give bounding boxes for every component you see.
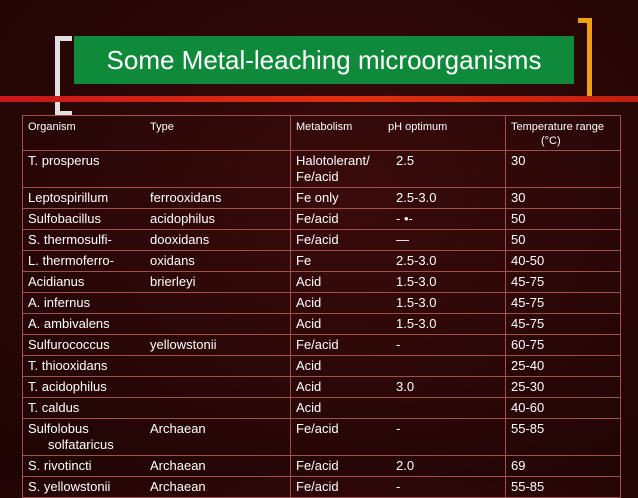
table-row — [23, 377, 621, 398]
temperature-range-value: 55-85 — [506, 477, 621, 498]
organism-type — [150, 379, 285, 395]
ph-optimum-value: 1.5-3.0 — [396, 274, 437, 289]
metabolism-value: Acid — [296, 274, 322, 289]
organism-cell — [23, 314, 291, 335]
header-organism-type — [23, 116, 291, 151]
metabolism-value: Fe/acid — [296, 232, 339, 247]
table-row — [23, 251, 621, 272]
ph-optimum-value: - — [396, 337, 401, 352]
organism-type: yellowstonii — [150, 337, 217, 352]
ph-optimum-value: 2.5-3.0 — [396, 253, 437, 268]
ph-optimum-value: - — [396, 421, 401, 436]
metabolism-value: Acid — [296, 400, 322, 415]
organism-cell — [23, 335, 291, 356]
metabolism-value: Acid — [296, 295, 322, 310]
header-metabolism-ph — [291, 116, 506, 151]
metabolism-cell — [291, 419, 506, 456]
organism-name: Sulfolobus — [28, 421, 89, 436]
organism-cell — [23, 209, 291, 230]
ph-optimum-value: 3.0 — [396, 379, 415, 394]
organism-name: T. thiooxidans — [28, 358, 108, 373]
organism-type — [150, 153, 285, 169]
table-header-row — [23, 116, 621, 151]
organism-name: Leptospirillum — [28, 190, 109, 205]
organism-cell — [23, 398, 291, 419]
organism-name: Sulfobacillus — [28, 211, 101, 226]
metabolism-cell — [291, 209, 506, 230]
temperature-range-value: 25-40 — [506, 356, 621, 377]
metabolism-value-continued: Fe/acid — [296, 169, 339, 184]
temperature-range-value: 30 — [506, 188, 621, 209]
metabolism-cell — [291, 151, 506, 188]
metabolism-cell — [291, 314, 506, 335]
metabolism-value: Fe/acid — [296, 458, 339, 473]
organism-cell — [23, 151, 291, 188]
ph-optimum-value: 2.0 — [396, 458, 415, 473]
organism-name-continued: solfataricus — [48, 437, 114, 452]
organism-name: A. infernus — [28, 295, 91, 310]
metabolism-value: Fe — [296, 253, 312, 268]
organism-type: brierleyi — [150, 274, 196, 289]
metabolism-cell — [291, 335, 506, 356]
organism-name: S. rivotincti — [28, 458, 92, 473]
ph-optimum-value — [396, 358, 500, 374]
organism-type — [150, 400, 285, 416]
ph-optimum-value: 1.5-3.0 — [396, 316, 437, 331]
metabolism-cell — [291, 377, 506, 398]
organism-type: Archaean — [150, 421, 206, 436]
table-row — [23, 356, 621, 377]
metabolism-cell — [291, 230, 506, 251]
right-bracket-decoration — [578, 18, 592, 101]
metabolism-value: Fe/acid — [296, 211, 339, 226]
metabolism-cell — [291, 293, 506, 314]
ph-optimum-value: - •- — [396, 211, 413, 226]
organism-name: Acidianus — [28, 274, 85, 289]
metabolism-cell — [291, 272, 506, 293]
metabolism-cell — [291, 251, 506, 272]
organism-cell — [23, 251, 291, 272]
page-title: Some Metal-leaching microorganisms — [106, 44, 542, 75]
organism-cell — [23, 377, 291, 398]
metabolism-value: Acid — [296, 316, 322, 331]
temperature-range-value: 55-85 — [506, 419, 621, 456]
organism-cell — [23, 188, 291, 209]
temperature-range-value: 40-50 — [506, 251, 621, 272]
ph-optimum-value: - — [396, 479, 401, 494]
metabolism-value: Fe/acid — [296, 337, 339, 352]
header-temp-line1: Temperature range — [511, 121, 604, 133]
organism-name: T. caldus — [28, 400, 80, 415]
ph-optimum-value: — — [396, 232, 409, 247]
header-temperature — [506, 116, 621, 151]
organism-name: S. yellowstonii — [28, 479, 111, 494]
organism-name: Sulfurococcus — [28, 337, 110, 352]
organism-cell — [23, 419, 291, 456]
organism-type — [150, 316, 285, 332]
temperature-range-value: 25-30 — [506, 377, 621, 398]
table-row — [23, 272, 621, 293]
organism-type: dooxidans — [150, 232, 210, 247]
table-row — [23, 188, 621, 209]
title-banner — [74, 36, 574, 84]
table-row — [23, 293, 621, 314]
temperature-range-value: 50 — [506, 209, 621, 230]
ph-optimum-value: 1.5-3.0 — [396, 295, 437, 310]
ph-optimum-value: 2.5-3.0 — [396, 190, 437, 205]
organism-type: Archaean — [150, 479, 206, 494]
organism-cell — [23, 272, 291, 293]
table-row — [23, 456, 621, 477]
table-row — [23, 209, 621, 230]
ph-optimum-value: 2.5 — [396, 153, 415, 168]
organism-cell — [23, 293, 291, 314]
temperature-range-value: 69 — [506, 456, 621, 477]
table-row — [23, 419, 621, 456]
header-temp-line2: (°C) — [541, 135, 561, 147]
table-row — [23, 335, 621, 356]
ph-optimum-value — [396, 400, 500, 416]
metabolism-value: Fe only — [296, 190, 339, 205]
temperature-range-value: 45-75 — [506, 272, 621, 293]
metabolism-cell — [291, 356, 506, 377]
temperature-range-value: 60-75 — [506, 335, 621, 356]
temperature-range-value: 45-75 — [506, 293, 621, 314]
metabolism-cell — [291, 477, 506, 498]
table-row — [23, 398, 621, 419]
temperature-range-value: 50 — [506, 230, 621, 251]
table-row — [23, 151, 621, 188]
metabolism-value: Acid — [296, 358, 322, 373]
organism-name: A. ambivalens — [28, 316, 110, 331]
metabolism-cell — [291, 188, 506, 209]
organism-cell — [23, 356, 291, 377]
metabolism-value: Fe/acid — [296, 421, 339, 436]
organism-cell — [23, 477, 291, 498]
metabolism-cell — [291, 456, 506, 477]
organism-name: S. thermosulfi- — [28, 232, 112, 247]
table-row — [23, 230, 621, 251]
temperature-range-value: 40-60 — [506, 398, 621, 419]
organism-type: Archaean — [150, 458, 206, 473]
organism-name: T. acidophilus — [28, 379, 107, 394]
header-ph: pH optimum — [388, 121, 448, 133]
temperature-range-value: 30 — [506, 151, 621, 188]
header-organism: Organism — [28, 121, 76, 133]
temperature-range-value: 45-75 — [506, 314, 621, 335]
organism-type: acidophilus — [150, 211, 216, 226]
metabolism-value: Fe/acid — [296, 479, 339, 494]
organism-name: T. prosperus — [28, 153, 100, 168]
organism-type: ferrooxidans — [150, 190, 222, 205]
metabolism-value: Halotolerant/ — [296, 153, 370, 168]
organism-cell — [23, 230, 291, 251]
organism-type: oxidans — [150, 253, 195, 268]
table-row — [23, 477, 621, 498]
microorganism-table — [22, 115, 621, 498]
header-type: Type — [150, 121, 174, 133]
metabolism-value: Acid — [296, 379, 322, 394]
header-metabolism: Metabolism — [296, 121, 353, 133]
organism-type — [150, 358, 285, 374]
left-bracket-decoration — [55, 36, 72, 116]
table-row — [23, 314, 621, 335]
organism-type — [150, 295, 285, 311]
metabolism-cell — [291, 398, 506, 419]
red-divider-bar — [0, 96, 638, 102]
organism-name: L. thermoferro- — [28, 253, 114, 268]
organism-cell — [23, 456, 291, 477]
